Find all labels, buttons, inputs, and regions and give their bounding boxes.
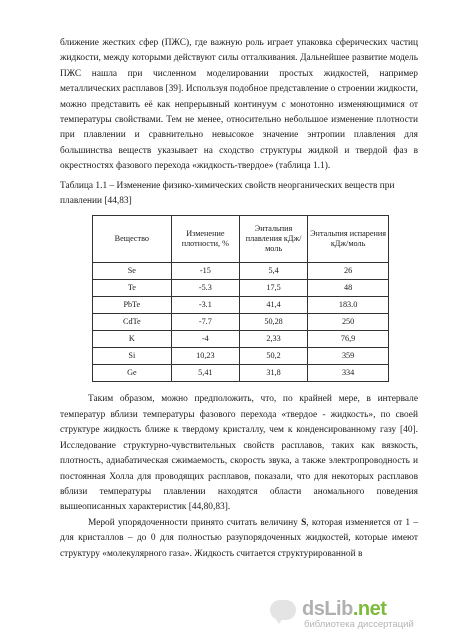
cell-melting-enthalpy: 2,33 [239,331,307,348]
cell-vaporization-enthalpy: 183.0 [308,297,389,314]
cell-vaporization-enthalpy: 334 [308,365,389,382]
document-page [60,36,418,562]
cell-density-change: -3.1 [171,297,239,314]
cell-substance: Ge [93,365,172,382]
cell-melting-enthalpy: 50,2 [239,348,307,365]
cell-substance: K [93,331,172,348]
cell-melting-enthalpy: 50,28 [239,314,307,331]
order-parameter-symbol: S [301,517,307,528]
paragraph-3 [60,516,418,562]
cell-melting-enthalpy: 17,5 [239,280,307,297]
cell-vaporization-enthalpy: 48 [308,280,389,297]
properties-table [92,215,389,382]
cell-density-change: -7.7 [171,314,239,331]
table-row [93,314,389,331]
cell-density-change: 5,41 [171,365,239,382]
cell-substance: Te [93,280,172,297]
table-header-row [93,216,389,263]
cell-melting-enthalpy: 31,8 [239,365,307,382]
dslib-watermark [270,598,440,630]
cell-melting-enthalpy: 5,4 [239,263,307,280]
paragraph-3-end: , которая изменяется от 1 – для кристаллов – до 0 для полностью разупорядоченных жидкостей, которые имеют структуру «молекулярного газа». Жидкость считается структурированной в [60,517,419,559]
header-melting-enthalpy: Энтальпия плавления кДж/моль [239,216,307,263]
header-density-change: Изменение плотности, % [171,216,239,263]
table-row [93,331,389,348]
watermark-logo-tld: .net [352,598,387,620]
cell-density-change: 10,23 [171,348,239,365]
table-row [93,297,389,314]
paragraph-2: Таким образом, можно предположить, что, по крайней мере, в интервале температур вблизи температуры фазового перехода «твердое - жидкость», по своей структуре жидкость ближе к твердому кристаллу, чем к конденсированному газу [40]. Исследование структурно-чувствительных свойств расплавов, таких как вязкость, плотность, адиабатическая сжимаемость, скорость звука, а также электропроводность и постоянная Холла для проводящих расплавов, показали, что для некоторых расплавов вблизи температуры плавлении находятся области аномального поведения вышеописанных характеристик [44,80,83]. [60,394,418,513]
paragraph-1: ближение жестких сфер (ПЖС), где важную роль играет упаковка сферических частиц жидкости, между которыми действуют силы отталкивания. Дальнейшее развитие модель ПЖС нашла при численном моделировании простых жидкостей, например металлических расплавов [39]. Используя подобное представление о строении жидкости, можно представить её как непрерывный континуум с монотонно изменяющимися от температуры свойствами. Тем не менее, относительно небольшое изменение плотности при плавлении и сравнительно невысокое значение энтропии плавления для большинства веществ указывает на сходство структуры жидкой и твердой фаз в окрестностях фазового перехода «жидкость-твердое» (таблица 1.1). [60,38,418,172]
table-row [93,263,389,280]
cell-vaporization-enthalpy: 26 [308,263,389,280]
cell-vaporization-enthalpy: 359 [308,348,389,365]
speech-bubble-icon [270,600,296,620]
table-row [93,348,389,365]
cell-substance: Si [93,348,172,365]
cell-vaporization-enthalpy: 76,9 [308,331,389,348]
header-vaporization-enthalpy: Энтальпия испарения кДж/моль [308,216,389,263]
cell-density-change: -4 [171,331,239,348]
cell-substance: CdTe [93,314,172,331]
cell-substance: Se [93,263,172,280]
cell-density-change: -15 [171,263,239,280]
cell-density-change: -5.3 [171,280,239,297]
watermark-subtitle: библиотека диссертаций [304,619,414,630]
paragraph-3-start: Мерой упорядоченности принято считать величину [88,517,302,528]
cell-melting-enthalpy: 41,4 [239,297,307,314]
cell-substance: PbTe [93,297,172,314]
table-row [93,365,389,382]
table-caption: Таблица 1.1 – Изменение физико-химических свойств неорганических веществ при плавлении [44,83] [60,180,395,207]
watermark-logo-main: dsLib [302,598,353,620]
cell-vaporization-enthalpy: 250 [308,314,389,331]
table-row [93,280,389,297]
watermark-logo [302,598,386,621]
header-substance: Вещество [93,216,172,263]
